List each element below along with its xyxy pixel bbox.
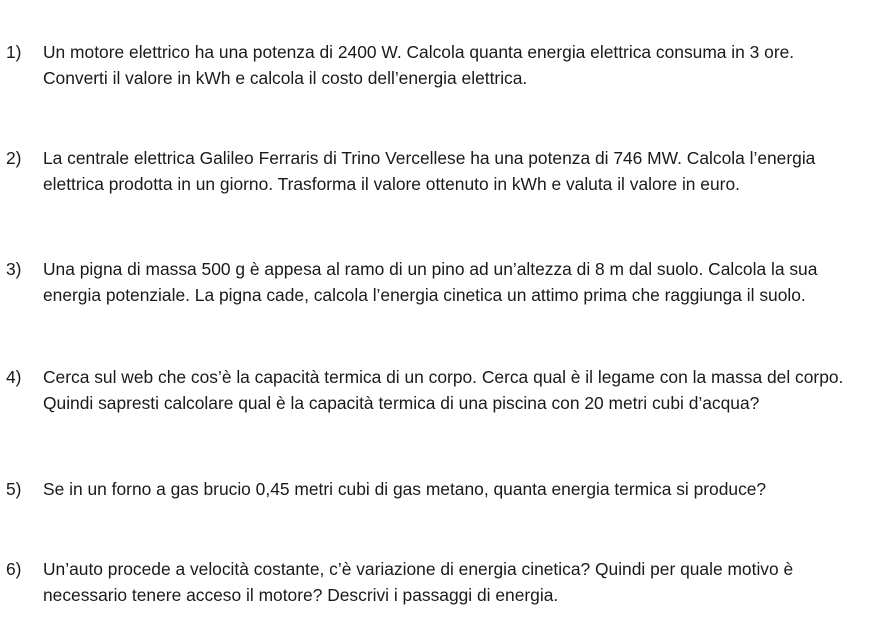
exercise-line: necessario tenere acceso il motore? Descrivi i passaggi di energia.	[43, 585, 559, 605]
exercise-number: 4)	[6, 367, 22, 387]
exercise-line: elettrica prodotta in un giorno. Trasforma il valore ottenuto in kWh e valuta il valore in euro.	[43, 174, 740, 194]
exercise-text	[43, 145, 874, 197]
exercise-line: Converti il valore in kWh e calcola il costo dell’energia elettrica.	[43, 68, 528, 88]
exercise-number: 3)	[6, 259, 22, 279]
exercise-line: Cerca sul web che cos’è la capacità termica di un corpo. Cerca qual è il legame con la massa del corpo.	[43, 367, 844, 387]
exercise-line: La centrale elettrica Galileo Ferraris di Trino Vercellese ha una potenza di 746 MW. Calcola l’energia	[43, 148, 816, 168]
exercise-text	[43, 556, 874, 608]
exercise-line: energia potenziale. La pigna cade, calcola l’energia cinetica un attimo prima che raggiunga il suolo.	[43, 285, 806, 305]
exercise-number: 2)	[6, 148, 22, 168]
exercise-text	[43, 476, 874, 502]
exercise-line: Un’auto procede a velocità costante, c’è variazione di energia cinetica? Quindi per quale motivo è	[43, 559, 794, 579]
exercise-number: 5)	[6, 479, 22, 499]
exercise-text	[43, 256, 874, 308]
exercise-text	[43, 364, 874, 416]
exercise-text	[43, 39, 874, 91]
exercise-number: 6)	[6, 559, 22, 579]
exercise-line: Un motore elettrico ha una potenza di 2400 W. Calcola quanta energia elettrica consuma in 3 ore.	[43, 42, 795, 62]
exercise-line: Se in un forno a gas brucio 0,45 metri cubi di gas metano, quanta energia termica si produce?	[43, 479, 767, 499]
exercise-line: Quindi sapresti calcolare qual è la capacità termica di una piscina con 20 metri cubi d’acqua?	[43, 393, 760, 413]
exercise-number: 1)	[6, 42, 22, 62]
exercise-line: Una pigna di massa 500 g è appesa al ramo di un pino ad un’altezza di 8 m dal suolo. Calcola la sua	[43, 259, 818, 279]
